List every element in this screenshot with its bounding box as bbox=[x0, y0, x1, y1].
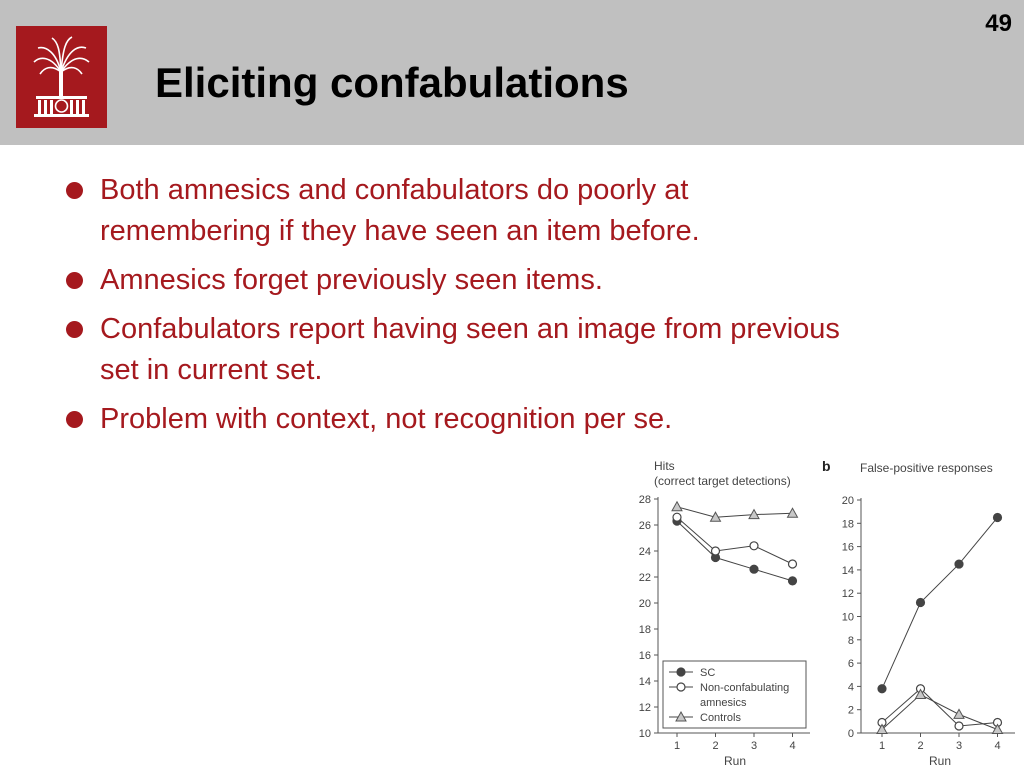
bullet-list bbox=[64, 170, 864, 448]
bullet-text: Both amnesics and confabulators do poorly at remembering if they have seen an item before. bbox=[100, 174, 700, 247]
data-point bbox=[994, 513, 1002, 521]
y-tick-label: 22 bbox=[638, 572, 651, 584]
chart-title: False-positive responses bbox=[860, 461, 993, 475]
university-logo bbox=[16, 26, 107, 128]
y-tick-label: 6 bbox=[847, 658, 854, 671]
x-tick-label: 4 bbox=[789, 740, 796, 752]
bullet-dot-icon bbox=[66, 321, 83, 338]
y-tick-label: 10 bbox=[841, 611, 854, 624]
legend-label: SC bbox=[700, 667, 716, 679]
series-line bbox=[677, 507, 793, 517]
bullet-item bbox=[64, 170, 864, 252]
series-line bbox=[677, 517, 793, 564]
data-point bbox=[789, 560, 797, 568]
legend-marker bbox=[677, 668, 685, 676]
data-point bbox=[917, 599, 925, 607]
series-line bbox=[882, 517, 998, 688]
x-tick-label: 4 bbox=[994, 740, 1001, 752]
x-tick-label: 2 bbox=[917, 740, 924, 752]
bullet-text: Confabulators report having seen an image from previous set in current set. bbox=[100, 313, 840, 386]
x-tick-label: 3 bbox=[955, 740, 963, 752]
x-axis-label: Run bbox=[928, 754, 952, 768]
x-tick-label: 1 bbox=[878, 740, 886, 752]
chart-subtitle: (correct target detections) bbox=[654, 474, 791, 488]
y-tick-label: 16 bbox=[638, 650, 651, 662]
series-line bbox=[677, 521, 793, 581]
y-tick-label: 28 bbox=[638, 494, 651, 506]
y-tick-label: 4 bbox=[847, 681, 854, 694]
legend-label: Non-confabulating bbox=[700, 682, 790, 694]
bullet-item bbox=[64, 399, 864, 440]
y-tick-label: 2 bbox=[847, 704, 854, 717]
data-point bbox=[789, 577, 797, 585]
y-tick-label: 14 bbox=[638, 676, 651, 688]
y-tick-label: 26 bbox=[638, 520, 651, 532]
data-point bbox=[673, 513, 681, 521]
false-positive-chart bbox=[815, 455, 1024, 768]
data-point bbox=[955, 722, 963, 730]
legend-label: amnesics bbox=[700, 697, 747, 709]
y-tick-label: 16 bbox=[841, 541, 854, 554]
legend-marker bbox=[677, 683, 685, 691]
y-tick-label: 10 bbox=[638, 728, 651, 740]
data-point bbox=[993, 725, 1003, 734]
y-tick-label: 20 bbox=[841, 495, 854, 507]
data-point bbox=[672, 502, 682, 511]
x-tick-label: 1 bbox=[673, 740, 681, 752]
hits-chart bbox=[625, 455, 825, 768]
data-point bbox=[955, 560, 963, 568]
slide-number: 49 bbox=[985, 10, 1012, 37]
data-point bbox=[954, 709, 964, 718]
bullet-dot-icon bbox=[66, 411, 83, 428]
slide-title: Eliciting confabulations bbox=[155, 59, 629, 106]
data-point bbox=[750, 565, 758, 573]
bullet-item bbox=[64, 260, 864, 301]
y-tick-label: 12 bbox=[841, 588, 854, 601]
bullet-text: Amnesics forget previously seen items. bbox=[100, 264, 603, 296]
data-point bbox=[788, 508, 798, 517]
chart-legend bbox=[663, 661, 806, 728]
data-point bbox=[878, 685, 886, 693]
legend-label: Controls bbox=[700, 712, 741, 724]
bullet-item bbox=[64, 309, 864, 391]
chart-title: Hits bbox=[654, 459, 675, 473]
y-tick-label: 24 bbox=[638, 546, 651, 558]
y-tick-label: 18 bbox=[638, 624, 651, 636]
data-point bbox=[712, 547, 720, 555]
bullet-dot-icon bbox=[66, 182, 83, 199]
y-tick-label: 20 bbox=[638, 598, 651, 610]
y-tick-label: 12 bbox=[638, 702, 651, 714]
bullet-dot-icon bbox=[66, 272, 83, 289]
x-axis-label: Run bbox=[723, 754, 747, 768]
y-tick-label: 0 bbox=[847, 728, 854, 740]
data-point bbox=[750, 542, 758, 550]
y-tick-label: 8 bbox=[847, 634, 854, 647]
x-tick-label: 2 bbox=[712, 740, 719, 752]
bullet-text: Problem with context, not recognition per se. bbox=[100, 403, 673, 435]
x-tick-label: 3 bbox=[750, 740, 758, 752]
panel-label: b bbox=[822, 458, 831, 474]
slide-header bbox=[0, 0, 1024, 145]
series-line bbox=[882, 689, 998, 726]
y-tick-label: 14 bbox=[841, 564, 854, 577]
y-tick-label: 18 bbox=[841, 518, 854, 531]
